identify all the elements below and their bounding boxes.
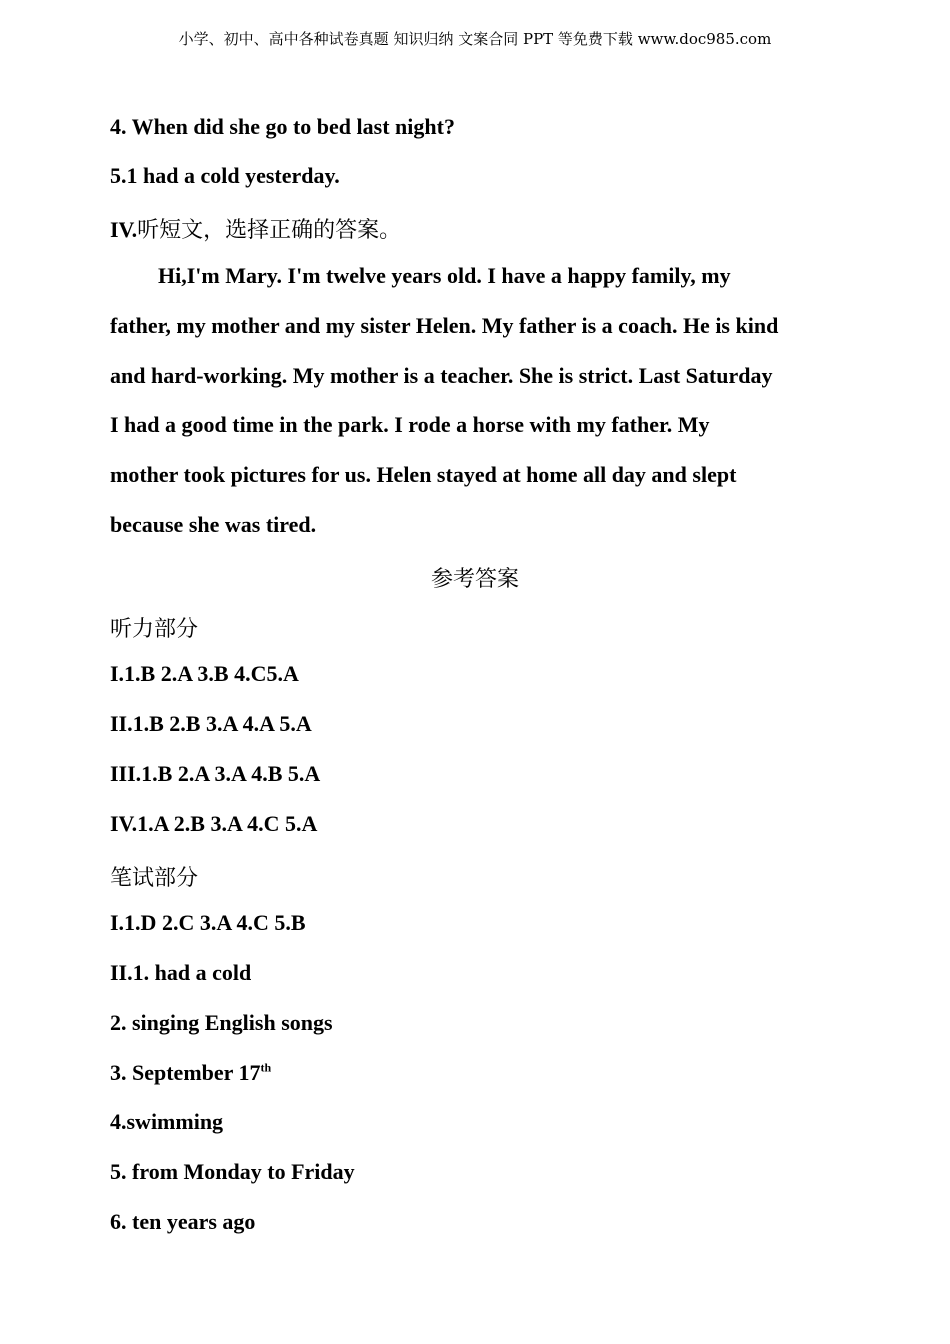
written-answer-6: 5. from Monday to Friday bbox=[110, 1159, 355, 1184]
listening-answer-3: III.1.B 2.A 3.A 4.B 5.A bbox=[110, 761, 321, 786]
ordinal-suffix: th bbox=[260, 1060, 272, 1075]
section-iv-number: IV. bbox=[110, 217, 138, 242]
passage-line-6: because she was tired. bbox=[110, 512, 317, 537]
listening-part-title: 听力部分 bbox=[110, 617, 199, 642]
passage-line-3: and hard-working. My mother is a teacher. She is strict. Last Saturday bbox=[110, 363, 773, 388]
written-answer-5: 4.swimming bbox=[110, 1109, 224, 1134]
written-answer-4-text: 3. September 17 bbox=[110, 1060, 261, 1085]
passage-line-4: I had a good time in the park. I rode a horse with my father. My bbox=[110, 412, 710, 437]
listening-answer-1: I.1.B 2.A 3.B 4.C5.A bbox=[110, 661, 299, 686]
page-header: 小学、初中、高中各种试卷真题 知识归纳 文案合同 PPT 等免费下载 www.doc985.com bbox=[178, 30, 772, 48]
written-answer-2: II.1. had a cold bbox=[110, 960, 252, 985]
question-5: 5.1 had a cold yesterday. bbox=[110, 163, 340, 188]
passage-line-5: mother took pictures for us. Helen stayed at home all day and slept bbox=[110, 462, 737, 487]
section-iv-heading bbox=[110, 213, 401, 244]
passage-line-2: father, my mother and my sister Helen. My father is a coach. He is kind bbox=[110, 313, 779, 338]
listening-answer-4: IV.1.A 2.B 3.A 4.C 5.A bbox=[110, 811, 318, 836]
section-iv-instruction: 听短文，选择正确的答案。 bbox=[137, 218, 402, 243]
question-4: 4. When did she go to bed last night? bbox=[110, 114, 455, 139]
written-answer-4 bbox=[110, 1060, 271, 1086]
answer-key-title: 参考答案 bbox=[430, 567, 519, 592]
written-answer-1: I.1.D 2.C 3.A 4.C 5.B bbox=[110, 910, 306, 935]
passage-line-1: Hi,I'm Mary. I'm twelve years old. I have a happy family, my bbox=[158, 263, 731, 288]
listening-answer-2: II.1.B 2.B 3.A 4.A 5.A bbox=[110, 711, 312, 736]
written-answer-7: 6. ten years ago bbox=[110, 1209, 256, 1234]
written-part-title: 笔试部分 bbox=[110, 866, 199, 891]
written-answer-3: 2. singing English songs bbox=[110, 1010, 333, 1035]
